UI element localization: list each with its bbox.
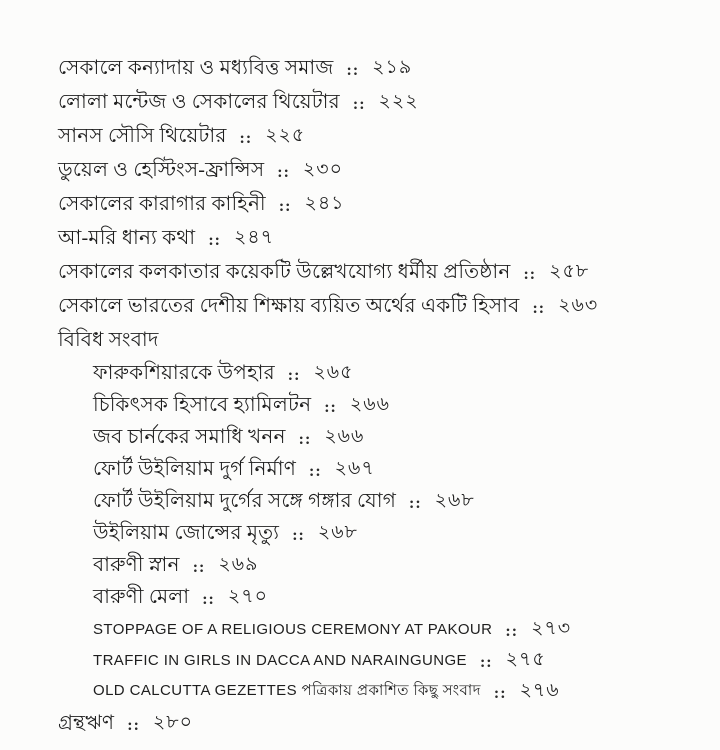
toc-entry-title: ফোর্ট উইলিয়াম দুর্গের সঙ্গে গঙ্গার যোগ	[93, 489, 397, 512]
toc-page-number: ২৭৫	[505, 648, 546, 670]
toc-page-number: ২৪৭	[233, 227, 275, 248]
toc-entry-title: লোলা মন্টেজ ও সেকালের থিয়েটার	[58, 90, 340, 113]
toc-entry-title: বারুণী মেলা	[93, 585, 190, 608]
toc-separator: ::	[192, 559, 206, 576]
toc-entry	[0, 222, 720, 256]
toc-entry-title: গ্রন্থঋণ	[58, 711, 115, 734]
toc-entry	[0, 454, 720, 486]
toc-entry-title: OLD CALCUTTA GEZETTES পত্রিকায় প্রকাশিত কিছু সংবাদ	[93, 682, 481, 699]
toc-separator: ::	[309, 463, 322, 480]
toc-separator: ::	[352, 96, 366, 113]
toc-entry-title: উইলিয়াম জোন্সের মৃত্যু	[93, 521, 280, 544]
toc-entry-title: সেকালে ভারতের দেশীয় শিক্ষায় ব্যয়িত অর্থের একটি হিসাব	[58, 294, 520, 317]
toc-separator: ::	[298, 431, 312, 448]
toc-entry	[0, 358, 720, 390]
toc-separator: ::	[523, 266, 537, 283]
toc-page-number: ২৭৩	[531, 617, 572, 639]
toc-page-number: ২৬৮	[317, 522, 358, 543]
toc-entry-title: জব চার্নকের সমাধি খনন	[93, 425, 286, 448]
toc-separator: ::	[532, 300, 546, 317]
toc-separator: ::	[127, 717, 140, 734]
toc-entry	[0, 324, 720, 358]
toc-entry	[0, 707, 720, 741]
toc-entry	[0, 188, 720, 222]
toc-page-number: ২৬৬	[349, 394, 390, 415]
toc-separator: ::	[493, 684, 507, 702]
toc-page-number: ২৬৮	[434, 490, 475, 511]
toc-page-number: ২২৫	[265, 125, 306, 146]
toc-separator: ::	[239, 130, 253, 147]
toc-entry	[0, 582, 720, 614]
toc-entry	[0, 290, 720, 324]
toc-entry	[0, 422, 720, 454]
toc-list	[0, 52, 720, 741]
toc-entry	[0, 154, 720, 188]
toc-page-number: ২৭৬	[519, 679, 560, 701]
toc-separator: ::	[278, 198, 292, 215]
toc-entry-title: সানস সৌসি থিয়েটার	[58, 124, 227, 147]
toc-page-number: ২৬৫	[313, 362, 354, 383]
toc-separator: ::	[324, 399, 337, 416]
toc-page-number: ২৪১	[304, 193, 345, 214]
toc-entry-title: আ-মরি ধান্য কথা	[58, 226, 196, 249]
toc-entry	[0, 645, 720, 676]
toc-page-number: ২৮০	[152, 712, 193, 733]
toc-entry-title: STOPPAGE OF A RELIGIOUS CEREMONY AT PAKOUR	[93, 621, 493, 638]
toc-entry	[0, 256, 720, 290]
toc-page-number: ২৬৯	[218, 554, 259, 575]
toc-entry	[0, 614, 720, 645]
toc-separator: ::	[346, 62, 360, 79]
toc-page-number: ২৫৮	[549, 261, 590, 282]
toc-entry	[0, 52, 720, 86]
toc-separator: ::	[287, 367, 301, 384]
toc-separator: ::	[202, 591, 215, 608]
toc-entry-title: ফারুকশিয়ারকে উপহার	[93, 361, 275, 384]
toc-page-number: ২৬৬	[324, 426, 365, 447]
toc-entry-title: ডুয়েল ও হেস্টিংস-ফ্রান্সিস	[58, 158, 265, 181]
toc-page-number: ২৩০	[302, 159, 343, 180]
toc-entry-title: ফোর্ট উইলিয়াম দুর্গ নির্মাণ	[93, 457, 296, 480]
toc-page-number: ২৭০	[227, 586, 268, 607]
toc-entry	[0, 390, 720, 422]
toc-entry	[0, 518, 720, 550]
toc-separator: ::	[208, 232, 221, 249]
toc-entry-title: TRAFFIC IN GIRLS IN DACCA AND NARAINGUNGE	[93, 652, 467, 669]
toc-entry-title: চিকিৎসক হিসাবে হ্যামিলটন	[93, 393, 312, 416]
toc-separator: ::	[479, 653, 493, 671]
toc-separator: ::	[292, 527, 305, 544]
toc-entry-title: সেকালের কলকাতার কয়েকটি উল্লেখযোগ্য ধর্মীয় প্রতিষ্ঠান	[58, 260, 511, 283]
toc-separator: ::	[277, 164, 290, 181]
toc-entry	[0, 86, 720, 120]
toc-entry-title: সেকালের কারাগার কাহিনী	[58, 192, 266, 215]
toc-entry	[0, 120, 720, 154]
toc-page-number: ২৬৭	[334, 458, 375, 479]
toc-separator: ::	[505, 622, 519, 640]
toc-entry	[0, 676, 720, 707]
toc-page-number: ২২২	[378, 91, 419, 112]
toc-entry-title: বিবিধ সংবাদ	[58, 328, 159, 351]
toc-separator: ::	[409, 495, 422, 512]
toc-page-number: ২১৯	[372, 57, 413, 78]
toc-entry-title: বারুণী স্নান	[93, 553, 180, 576]
toc-page-number: ২৬৩	[558, 295, 599, 316]
toc-entry	[0, 550, 720, 582]
toc-entry	[0, 486, 720, 518]
toc-entry-title: সেকালে কন্যাদায় ও মধ্যবিত্ত সমাজ	[58, 56, 334, 79]
